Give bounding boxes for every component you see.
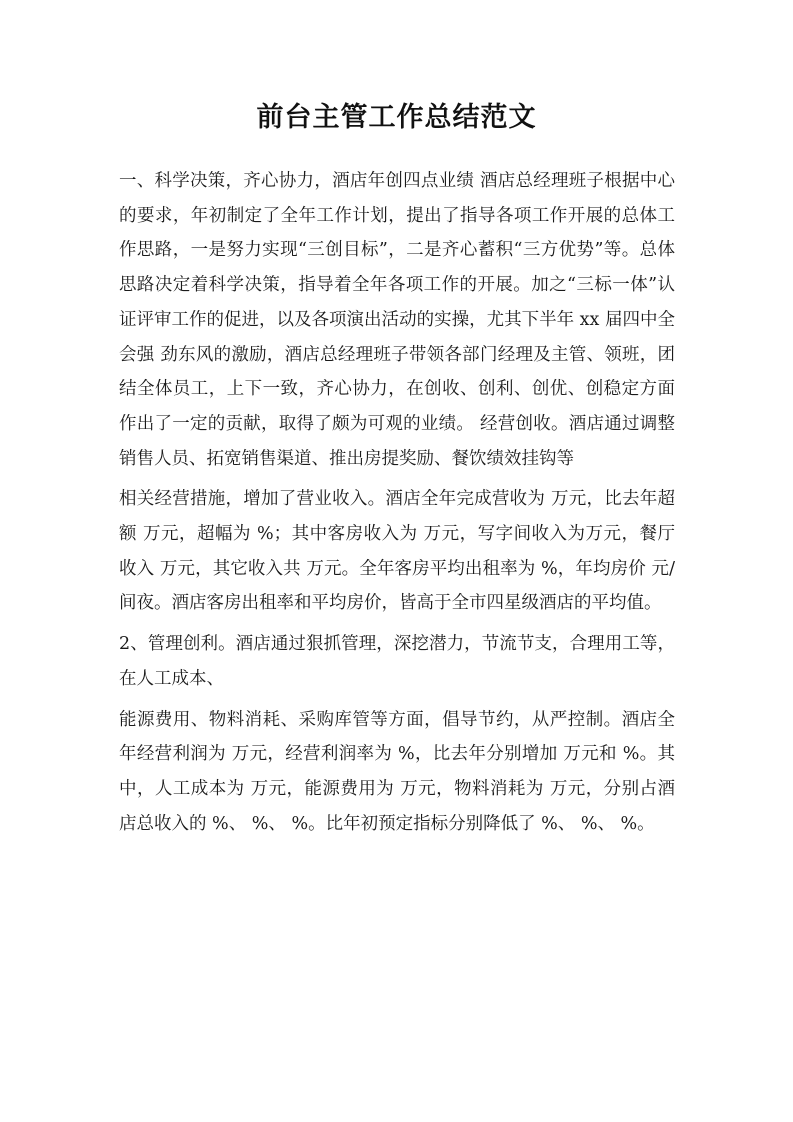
document-title: 前台主管工作总结范文 — [256, 102, 537, 133]
document-body — [119, 164, 675, 841]
paragraph-1: 一、科学决策，齐心协力，酒店年创四点业绩 酒店总经理班子根据中心的要求，年初制定了全年工作计划，提出了指导各项工作开展的总体工作思路，一是努力实现“三创目标”，二是齐心蓄积“三方优势”等。总体思路决定着科学决策，指导着全年各项工作的开展。加之“三标一体”认证评审工作的促进，以及各项演出活动的实操，尤其下半年 xx 届四中全会强 劲东风的激励，酒店总经理班子带领各部门经理及主管、领班，团结全体员工，上下一致，齐心协力，在创收、创利、创优、创稳定方面作出了一定的贡献，取得了颇为可观的业绩。 经营创收。酒店通过调整销售人员、拓宽销售渠道、推出房提奖励、餐饮绩效挂钩等 — [119, 171, 675, 469]
paragraph-3: 2、管理创利。酒店通过狠抓管理，深挖潜力，节流节支，合理用工等，在人工成本、 — [119, 634, 675, 689]
paragraph-4: 能源费用、物料消耗、采购库管等方面，倡导节约，从严控制。酒店全年经营利润为 万元，经营利润率为 %，比去年分别增加 万元和 %。其中，人工成本为 万元，能源费用为 万元，物料消耗为 万元，分别占酒店总收入的 %、 %、 %。比年初预定指标分别降低了 %、 %、 %。 — [119, 709, 675, 834]
paragraph-2: 相关经营措施，增加了营业收入。酒店全年完成营收为 万元，比去年超额 万元，超幅为 %；其中客房收入为 万元，写字间收入为万元，餐厅收入 万元，其它收入共 万元。全年客房平均出租率为 %，年均房价 元/间夜。酒店客房出租率和平均房价，皆高于全市四星级酒店的平均值。 — [119, 489, 675, 614]
